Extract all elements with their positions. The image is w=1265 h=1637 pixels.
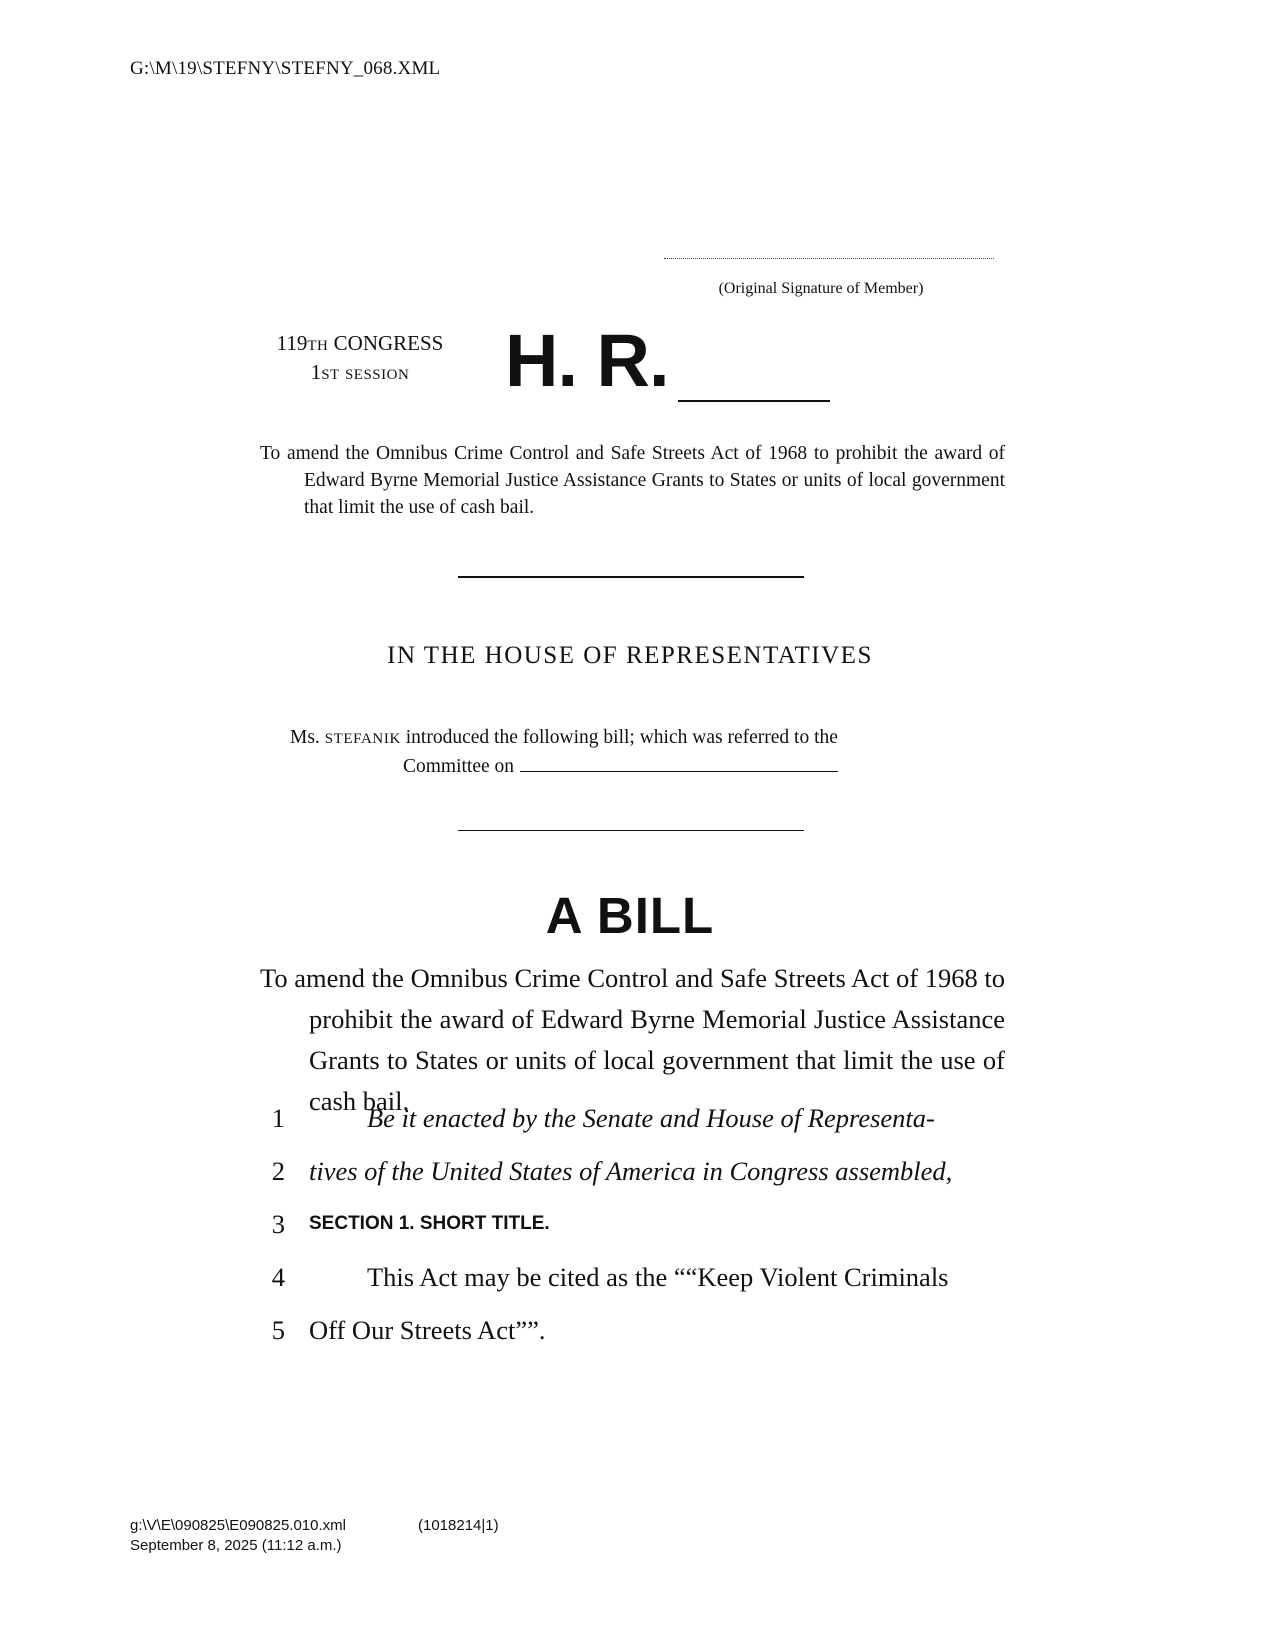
divider-rule: [458, 830, 804, 831]
footer-left: [130, 1516, 346, 1556]
bill-text-line: [255, 1257, 1015, 1297]
short-description: To amend the Omnibus Crime Control and Safe Streets Act of 1968 to prohibit the award of Edward Byrne Memorial Justice Assistance Grants to States or units of local government that limit the use of cash bail.: [260, 443, 1005, 518]
bill-title-heading: A BILL: [545, 887, 715, 944]
line-number: 5: [271, 1315, 285, 1345]
session-suffix: ST: [321, 367, 340, 383]
bill-number-blank: [678, 400, 830, 402]
enacting-clause: Be it enacted by the Senate and House of Representa-: [367, 1103, 935, 1133]
committee-label: Committee on: [403, 756, 515, 777]
section-heading: SECTION 1. SHORT TITLE.: [309, 1213, 550, 1234]
chamber-heading: IN THE HOUSE OF REPRESENTATIVES: [387, 642, 873, 669]
congress-word: CONGRESS: [333, 331, 444, 355]
long-title: To amend the Omnibus Crime Control and Safe Streets Act of 1968 to prohibit the award of Edward Byrne Memorial Justice Assistance Grants to States or units of local government that limit the use of cash bail.: [260, 963, 1005, 1116]
session-line: [250, 359, 470, 388]
footer-xml-path: g:\V\E\090825\E090825.010.xml: [130, 1517, 346, 1534]
sponsor-name: STEFANIK: [324, 731, 401, 747]
file-path-header: G:\M\19\STEFNY\STEFNY_068.XML: [130, 58, 441, 79]
bill-designation: H. R.: [505, 319, 669, 402]
congress-session-block: [250, 330, 470, 388]
congress-number: 119: [276, 331, 308, 355]
enacting-clause: tives of the United States of America in Congress assembled,: [309, 1156, 953, 1186]
line-number: 2: [271, 1156, 285, 1186]
footer-job-id: (1018214|1): [418, 1517, 499, 1534]
session-number: 1: [310, 360, 322, 384]
congress-line: [250, 330, 470, 359]
signature-line: [664, 258, 994, 259]
section-text: This Act may be cited as the ““Keep Violent Criminals: [367, 1262, 949, 1292]
divider-rule: [458, 576, 804, 578]
signature-label: (Original Signature of Member): [718, 280, 924, 297]
committee-blank: [520, 757, 838, 772]
congress-suffix: TH: [307, 338, 329, 354]
line-number: 4: [271, 1262, 285, 1292]
introduction-line-2: [290, 753, 990, 780]
sponsor-prefix: Ms.: [290, 727, 320, 748]
bill-text-line: [255, 1151, 1015, 1191]
introduction-line-1: [290, 724, 990, 753]
section-text: Off Our Streets Act””.: [309, 1315, 546, 1345]
introduction-text: introduced the following bill; which was referred to the: [405, 727, 838, 748]
footer-timestamp: September 8, 2025 (11:12 a.m.): [130, 1537, 342, 1554]
line-number: 3: [271, 1209, 285, 1239]
introduction-paragraph: [290, 724, 990, 780]
bill-text-line: [255, 1310, 1015, 1350]
session-word: SESSION: [344, 367, 410, 383]
bill-text-line: [255, 1204, 1015, 1244]
line-number: 1: [271, 1103, 285, 1133]
bill-text-line: [255, 1098, 1015, 1138]
